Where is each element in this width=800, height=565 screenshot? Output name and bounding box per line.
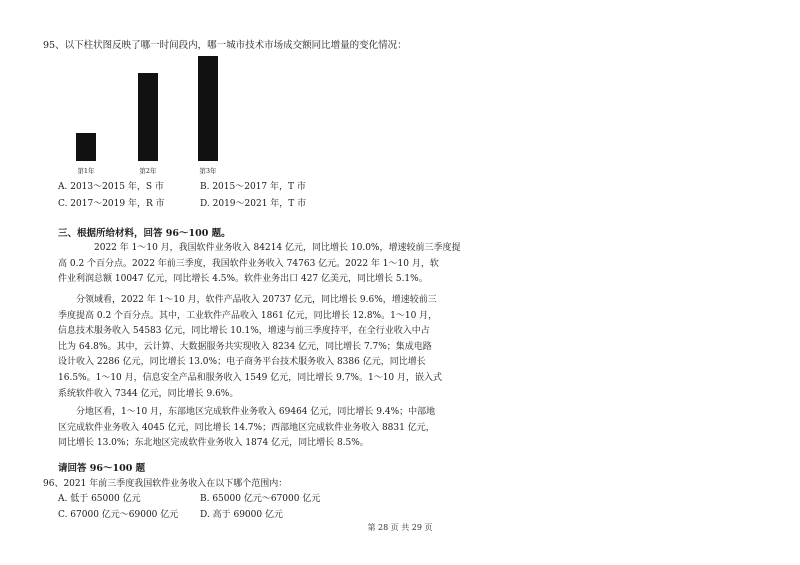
paragraph-line: 16.5%。1～10 月，信息安全产品和服务收入 1549 亿元，同比增长 9.7%。1～10 月，嵌入式: [58, 372, 443, 383]
bar-chart: [60, 55, 260, 175]
paragraph-line: 信息技术服务收入 54583 亿元，同比增长 10.1%，增速与前三季度持平，在全行业收入中占: [58, 326, 430, 337]
chart-bar: [138, 73, 158, 161]
paragraph-2: [58, 293, 443, 402]
section-title: 三、根据所给材料，回答 96～100 题。: [58, 228, 231, 239]
paragraph-3: [58, 405, 436, 452]
paragraph-line: 设计收入 2286 亿元，同比增长 13.0%；电子商务平台技术服务收入 8386 亿元，同比增长: [58, 357, 426, 368]
paragraph-1: [58, 241, 461, 288]
q95-option-d: D. 2019～2021 年，T 市: [200, 199, 307, 209]
chart-bar: [198, 56, 218, 161]
page-number: 第 28 页 共 29 页: [367, 523, 433, 532]
paragraph-line: 比为 64.8%。其中，云计算、大数据服务共实现收入 8234 亿元，同比增长 7.7%；集成电路: [58, 341, 432, 352]
paragraph-line: 系统软件收入 7344 亿元，同比增长 9.6%。: [58, 388, 239, 399]
q95-option-c: C. 2017～2019 年，R 市: [58, 199, 165, 209]
paragraph-line: 分领域看，2022 年 1～10 月，软件产品收入 20737 亿元，同比增长 9.6%，增速较前三: [76, 295, 437, 305]
q95-option-b: B. 2015～2017 年，T 市: [200, 182, 306, 192]
q96-option-b: B. 65000 亿元～67000 亿元: [200, 494, 321, 504]
paragraph-line: 季度提高 0.2 个百分点。其中，工业软件产品收入 1861 亿元，同比增长 12.8%。1～10 月，: [58, 310, 438, 321]
paragraph-line: 区完成软件业务收入 4045 亿元，同比增长 14.7%；西部地区完成软件业务收入 8831 亿元，: [58, 422, 435, 433]
question-96-stem: 96、2021 年前三季度我国软件业务收入在以下哪个范围内：: [43, 479, 288, 489]
chart-category-label: 第1年: [77, 167, 95, 175]
q96-option-d: D. 高于 69000 亿元: [200, 510, 283, 520]
q96-option-c: C. 67000 亿元～69000 亿元: [58, 510, 179, 520]
paragraph-line: 分地区看，1～10 月，东部地区完成软件业务收入 69464 亿元，同比增长 9.4%；中部地: [76, 407, 436, 417]
paragraph-line: 2022 年 1～10 月，我国软件业务收入 84214 亿元，同比增长 10.0%，增速较前三季度提: [94, 243, 461, 253]
q96-option-a: A. 低于 65000 亿元: [58, 494, 141, 504]
paragraph-line: 高 0.2 个百分点。2022 年前三季度，我国软件业务收入 74763 亿元。2022 年 1～10 月，软: [58, 258, 439, 269]
answer-prompt: 请回答 96～100 题: [58, 463, 146, 474]
chart-bar: [76, 133, 96, 161]
question-95-stem: 95、以下柱状图反映了哪一时间段内，哪一城市技术市场成交额同比增量的变化情况：: [43, 40, 407, 51]
chart-category-label: 第3年: [199, 167, 217, 175]
chart-category-label: 第2年: [139, 167, 157, 175]
paragraph-line: 件业利润总额 10047 亿元，同比增长 4.5%。软件业务出口 427 亿美元，同比增长 5.1%。: [58, 274, 428, 285]
q95-option-a: A. 2013～2015 年，S 市: [58, 182, 164, 192]
paragraph-line: 同比增长 13.0%；东北地区完成软件业务收入 1874 亿元，同比增长 8.5%。: [58, 438, 369, 449]
